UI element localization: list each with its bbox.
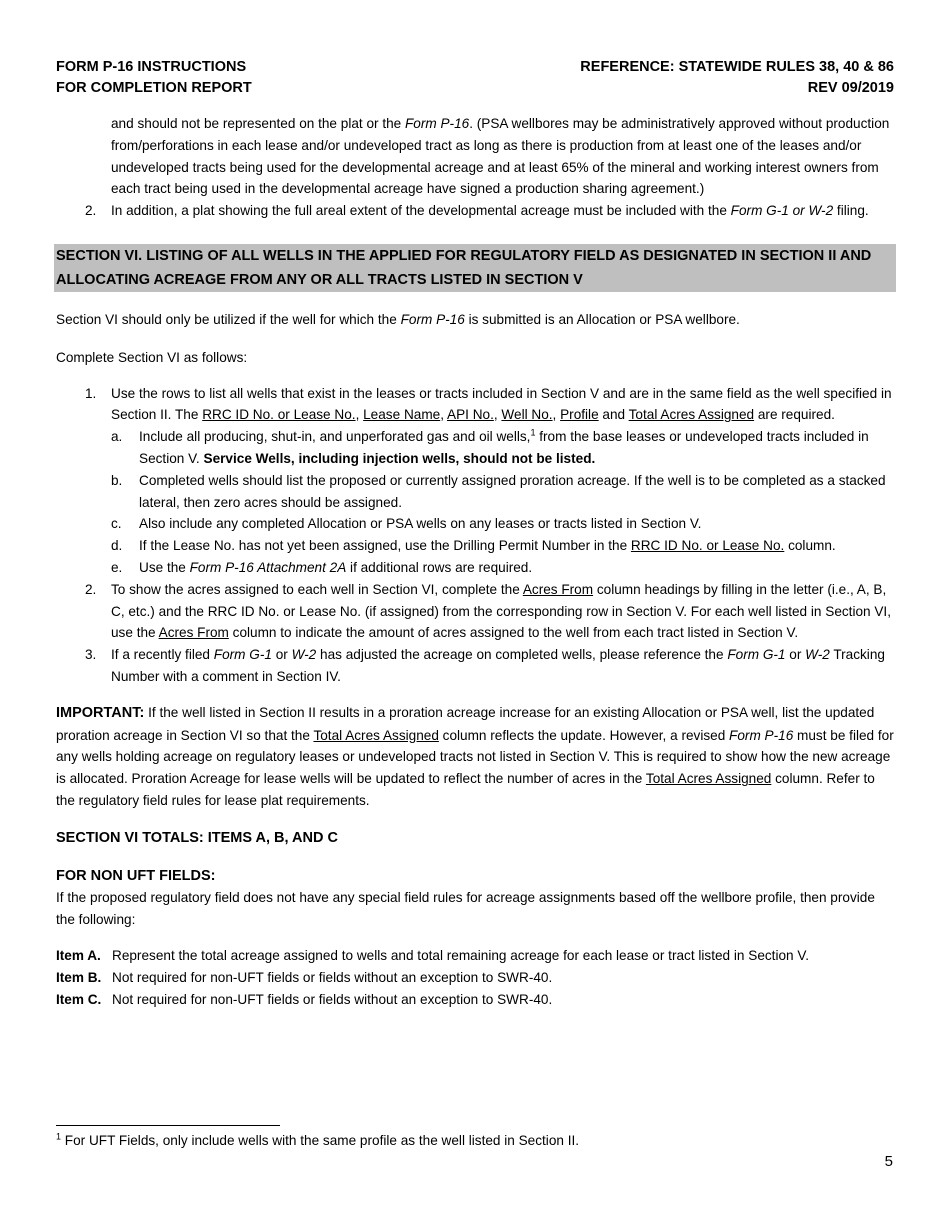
complete-instructions: Complete Section VI as follows:: [56, 349, 248, 365]
items-list: [56, 945, 894, 1010]
list-item: 3. If a recently filed Form G-1 or W-2 has adjusted the acreage on completed wells, please reference the Form G-1 or W-2 Tracking Number with a comment in Section IV.: [85, 647, 885, 684]
non-uft-heading: FOR NON UFT FIELDS:: [56, 867, 216, 884]
sub-list-item: d. If the Lease No. has not yet been assigned, use the Drilling Permit Number in the RRC ID No. or Lease No. column.: [111, 538, 836, 554]
section-heading: SECTION VI. LISTING OF ALL WELLS IN THE APPLIED FOR REGULATORY FIELD AS DESIGNATED IN SECTION II AND ALLOCATING ACREAGE FROM ANY OR ALL TRACTS LISTED IN SECTION V: [54, 244, 896, 292]
page-number: 5: [884, 1153, 893, 1170]
sub-list-item: b. Completed wells should list the proposed or currently assigned proration acreage. If the well is to be completed as a stacked lateral, then zero acres should be assigned.: [111, 472, 886, 510]
continued-paragraph: and should not be represented on the plat or the Form P-16. (PSA wellbores may be administratively approved without production from/perforations in each lease and/or undeveloped tract as long as there is production from at least one of the leases and/or undeveloped tracts being used for the developmental acreage and at least 65% of the mineral and working interest owners from each tract being used in the developmental acreage have signed a production sharing agreement.): [111, 116, 890, 197]
section-intro: Section VI should only be utilized if the well for which the Form P-16 is submitted is an Allocation or PSA wellbore.: [56, 311, 740, 327]
important-note: IMPORTANT: If the well listed in Section II results in a proration acreage increase for an existing Allocation or PSA well, list the updated proration acreage in Section VI so that the Total Acres Assigned column reflects the update. However, a revised Form P-16 must be filed for any wells holding acreage on regulatory leases or undeveloped tracts not listed in Section V. This is required to show how the new acreage is allocated. Proration Acreage for lease wells will be updated to reflect the number of acres in the Total Acres Assigned column. Refer to the regulatory field rules for lease plat requirements.: [56, 704, 894, 808]
header-left: [56, 57, 252, 99]
reference-line: REFERENCE: STATEWIDE RULES 38, 40 & 86: [580, 59, 894, 75]
item-b: Item B. Not required for non-UFT fields or fields without an exception to SWR-40.: [56, 969, 553, 985]
footnote-divider: [56, 1125, 280, 1126]
item-c: Item C. Not required for non-UFT fields or fields without an exception to SWR-40.: [56, 991, 553, 1007]
footnote: $^1$ For UFT Fields, only include wells with the same profile as the well listed in Section II.: [56, 1131, 580, 1148]
sub-list-item: e. Use the Form P-16 Attachment 2A if additional rows are required.: [111, 559, 533, 575]
page-body: [56, 113, 894, 1010]
totals-heading: SECTION VI TOTALS: ITEMS A, B, AND C: [56, 829, 338, 846]
sub-list-item: a. Include all producing, shut-in, and unperforated gas and oil wells,$^1$ from the base leases or undeveloped tracts included in Section V. Service Wells, including injection wells, should not be listed.: [111, 427, 869, 466]
header-right: [580, 57, 894, 99]
list-item: 1. Use the rows to list all wells that exist in the leases or tracts included in Section V and are in the same field as the well specified in Section II. The RRC ID No. or Lease No., Lease Name, API No., Well No., Profile and Total Acres Assigned are required. a. Include all producing, shut-in, and unperforated gas and oil wells,$^1$ from the base leases or undeveloped tracts included in Section V. Service Wells, including injection wells, should not be listed. b. Completed wells should list the proposed or currently assigned proration acreage. If the well is to be completed as a stacked lateral, then zero acres should be assigned. c. Also include any completed Allocation or PSA wells on any leases or tracts listed in Section V. d. If the Lease No. has not yet been assigned, use the Drilling Permit Number in the RRC ID No. or Lease No. column. e. Use the Form P-16 Attachment 2A if additional rows are required.: [56, 383, 894, 579]
revision-line: REV 09/2019: [807, 80, 894, 96]
sub-list-item: c. Also include any completed Allocation or PSA wells on any leases or tracts listed in Section V.: [111, 516, 702, 532]
item-a: Item A. Represent the total acreage assigned to wells and total remaining acreage for each lease or tract listed in Section V.: [56, 947, 809, 963]
list-item: 2. To show the acres assigned to each well in Section VI, complete the Acres From column headings by filling in the letter (i.e., A, B, C, etc.) and the RRC ID No. or Lease No. (if assigned) from the corresponding row in Section V. For each well listed in Section VI, use the Acres From column to indicate the amount of acres assigned to the well from each tract listed in Section V.: [85, 581, 891, 641]
totals-intro: If the proposed regulatory field does not have any special field rules for acreage assignments based off the wellbore profile, then provide the following:: [56, 890, 875, 928]
form-subtitle: FOR COMPLETION REPORT: [56, 80, 252, 96]
list-item: 2. In addition, a plat showing the full areal extent of the developmental acreage must be included with the Form G-1 or W-2 filing.: [85, 203, 869, 219]
footnote-ref: 1: [530, 427, 536, 438]
form-title: FORM P-16 INSTRUCTIONS: [56, 59, 247, 75]
